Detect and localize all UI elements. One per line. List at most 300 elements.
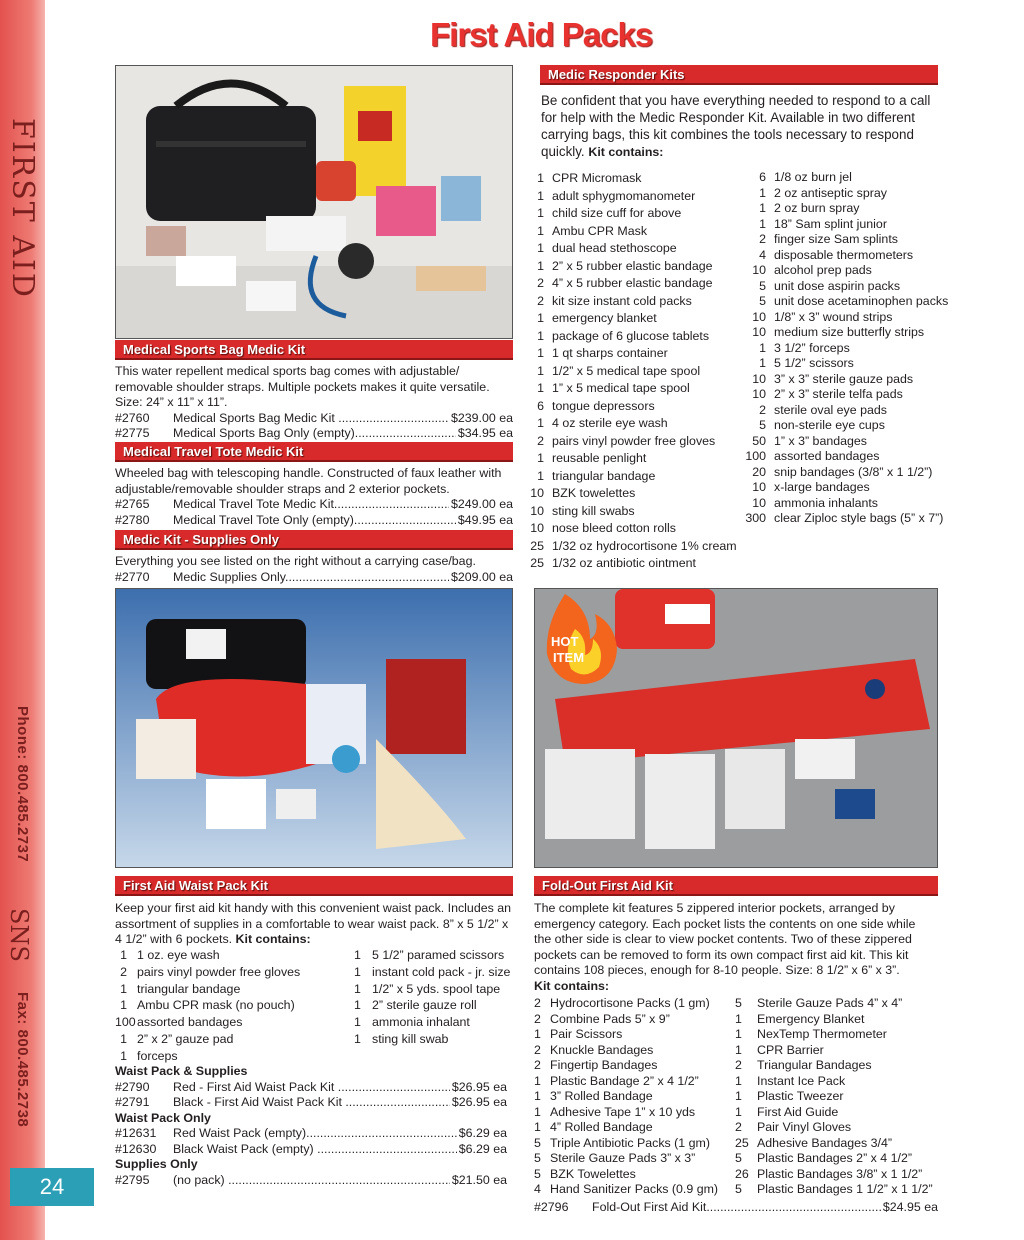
travel-tote-sku: #2780 — [115, 512, 150, 527]
medic-kit-illustration — [116, 66, 513, 339]
medic-responder-text: clear Ziploc style bags (5” x 7”) — [774, 511, 944, 525]
medic-responder-item — [530, 293, 755, 311]
medic-responder-qty: 1 — [537, 451, 544, 465]
waist-pack-text: forceps — [137, 1048, 178, 1063]
sports-bag-sku: #2775 — [115, 426, 150, 440]
medic-responder-text: disposable thermometers — [774, 247, 914, 262]
medic-responder-item — [742, 325, 962, 341]
medic-responder-text: x-large bandages — [774, 480, 870, 494]
waist-pack-item — [115, 997, 355, 1014]
foldout-kit-contains: Kit contains: — [534, 978, 610, 993]
medic-responder-item — [742, 449, 962, 465]
page-number: 24 — [10, 1168, 94, 1206]
foldout-item — [735, 1027, 945, 1043]
waist-pack-text: triangular bandage — [137, 981, 241, 996]
medic-responder-qty: 10 — [530, 486, 544, 500]
sports-bag-body — [115, 364, 513, 442]
medic-responder-qty: 6 — [537, 398, 544, 413]
hot-badge-line1: HOT — [551, 634, 579, 649]
foldout-item — [735, 1012, 945, 1028]
medic-responder-text: BZK towelettes — [552, 486, 636, 500]
medic-responder-text: 18” Sam splint junior — [774, 216, 887, 231]
foldout-text: Plastic Tweezer — [757, 1089, 844, 1103]
waist-pack-group1-label: Waist Pack & Supplies — [115, 1064, 248, 1078]
medic-responder-qty: 10 — [752, 371, 766, 386]
foldout-qty: 1 — [735, 1011, 742, 1026]
medic-responder-item — [530, 170, 755, 188]
medic-responder-qty: 1 — [759, 340, 766, 355]
waist-pack-sku: #2790 — [115, 1079, 150, 1094]
waist-pack-left-list — [115, 947, 355, 1065]
medic-responder-qty: 6 — [759, 170, 766, 184]
waist-pack-price-row — [115, 1095, 507, 1111]
foldout-left-list — [534, 996, 739, 1198]
medic-kit-photo — [115, 65, 513, 339]
foldout-text: Pair Vinyl Gloves — [757, 1120, 852, 1134]
foldout-item — [534, 1012, 739, 1028]
foldout-text: Sterile Gauze Pads 3” x 3” — [550, 1151, 696, 1165]
waist-pack-text: ammonia inhalant — [372, 1015, 470, 1030]
waist-pack-intro — [115, 901, 513, 948]
medic-responder-text: 1” x 5 medical tape spool — [552, 381, 690, 395]
foldout-text: Plastic Bandage 2” x 4 1/2” — [550, 1073, 699, 1088]
sports-bag-price: $34.95 ea — [457, 426, 513, 440]
medic-responder-qty: 5 — [759, 278, 766, 293]
waist-pack-text: assorted bandages — [137, 1015, 243, 1030]
medic-responder-text: emergency blanket — [552, 311, 657, 325]
medic-responder-text: 3” x 3” sterile gauze pads — [774, 371, 914, 386]
foldout-text: Plastic Bandages 2” x 4 1/2” — [757, 1151, 912, 1165]
medic-responder-item — [530, 363, 755, 381]
medic-responder-item — [530, 398, 755, 416]
waist-pack-group3-label: Supplies Only — [115, 1157, 198, 1171]
foldout-text: Adhesive Tape 1” x 10 yds — [550, 1104, 696, 1119]
medic-responder-item — [742, 480, 962, 496]
medic-responder-qty: 1 — [537, 346, 544, 360]
foldout-qty: 1 — [735, 1073, 742, 1088]
waist-pack-qty: 1 — [120, 998, 127, 1013]
medic-responder-qty: 1 — [537, 363, 544, 378]
medic-responder-item — [742, 310, 962, 326]
foldout-item — [534, 1043, 739, 1059]
medic-responder-item — [742, 434, 962, 450]
waist-pack-intro-text: Keep your first aid kit handy with this convenient waist pack. Includes an assortment of supplies in a comfortable to wear waist pack. 8” x 5 1/2” x 4 1/2” with 6 pockets. — [115, 901, 512, 946]
medic-responder-text: 1/32 oz antibiotic ointment — [552, 556, 696, 570]
foldout-text: Plastic Bandages 1 1/2” x 1 1/2” — [757, 1182, 933, 1196]
foldout-qty: 5 — [534, 1166, 541, 1181]
foldout-qty: 2 — [735, 1120, 742, 1134]
waist-pack-qty: 1 — [120, 948, 127, 962]
foldout-text: Triangular Bandages — [757, 1058, 872, 1072]
foldout-qty: 1 — [534, 1104, 541, 1119]
sports-bag-description: This water repellent medical sports bag comes with adjustable/ removable shoulder straps. Multiple pockets makes it quite versatile. Size: 24” x 11” x 11”. — [115, 364, 490, 409]
supplies-only-heading-text: Medic Kit - Supplies Only — [123, 532, 280, 547]
medic-responder-qty: 1 — [537, 381, 544, 395]
waist-pack-price: $26.95 ea — [451, 1079, 507, 1094]
medic-responder-left-list — [530, 170, 755, 573]
medic-responder-qty: 1 — [537, 223, 544, 238]
travel-tote-sku: #2765 — [115, 497, 150, 511]
foldout-right-list — [735, 996, 945, 1198]
waist-pack-qty: 1 — [354, 981, 361, 996]
waist-pack-qty: 1 — [354, 964, 361, 979]
waist-pack-text: 1 oz. eye wash — [137, 948, 220, 962]
waist-pack-text: sting kill swab — [372, 1031, 449, 1046]
medic-responder-qty: 1 — [537, 311, 544, 325]
foldout-intro-text: The complete kit features 5 zippered interior pockets, arranged by emergency category. Each pocket lists the contents on one side while the other side is clear to view pocket contents. Two of these zippered pockets can be removed to form its own compact first aid kit. This kit contains 108 pieces, enough for 8-10 people. Size: 8 1/2” x 6” x 3”. — [534, 901, 916, 977]
waist-pack-item — [354, 1031, 524, 1048]
waist-pack-price: $6.29 ea — [458, 1126, 507, 1140]
medic-responder-qty: 10 — [752, 495, 766, 510]
waist-pack-item — [115, 1048, 355, 1065]
foldout-text: Combine Pads 5” x 9” — [550, 1011, 670, 1026]
medic-responder-item — [742, 294, 962, 310]
foldout-item — [735, 1136, 945, 1152]
medic-responder-qty: 1 — [537, 206, 544, 220]
supplies-only-heading — [115, 530, 513, 550]
medic-responder-item — [530, 450, 755, 468]
foldout-text: Knuckle Bandages — [550, 1042, 654, 1057]
foldout-qty: 25 — [735, 1135, 749, 1150]
medic-responder-text: medium size butterfly strips — [774, 325, 925, 339]
medic-responder-text: 1/2” x 5 medical tape spool — [552, 363, 701, 378]
medic-responder-text: finger size Sam splints — [774, 232, 898, 246]
sports-bag-description: Medical Sports Bag Only (empty) ..... — [173, 426, 456, 442]
foldout-item — [735, 1043, 945, 1059]
foldout-qty: 2 — [534, 1011, 541, 1026]
foldout-qty: 1 — [534, 1027, 541, 1041]
medic-responder-item — [742, 186, 962, 202]
supplies-only-price-row — [115, 570, 513, 586]
waist-pack-item — [115, 981, 355, 998]
foldout-heading-text: Fold-Out First Aid Kit — [542, 878, 673, 893]
medic-responder-text: 4” x 5 rubber elastic bandage — [552, 276, 713, 290]
foldout-text: Hydrocortisone Packs (1 gm) — [550, 996, 710, 1010]
medic-responder-qty: 50 — [752, 433, 766, 448]
medic-responder-qty: 1 — [537, 416, 544, 430]
medic-responder-item — [742, 496, 962, 512]
page-title: First Aid Packs — [430, 16, 653, 53]
waist-pack-item — [354, 964, 524, 981]
sports-bag-price-row — [115, 426, 513, 442]
foldout-text: Plastic Bandages 3/8” x 1 1/2” — [757, 1166, 923, 1181]
medic-responder-qty: 300 — [745, 511, 766, 525]
foldout-text: Fingertip Bandages — [550, 1058, 658, 1072]
medic-responder-heading — [540, 65, 938, 85]
sidebar-fax: Fax: 800.485.2738 — [14, 992, 31, 1128]
medic-responder-item — [530, 380, 755, 398]
medic-responder-text: reusable penlight — [552, 451, 647, 465]
waist-pack-item — [115, 1031, 355, 1048]
waist-pack-item — [115, 964, 355, 981]
medic-responder-qty: 1 — [759, 356, 766, 370]
medic-responder-item — [742, 232, 962, 248]
medic-responder-qty: 2 — [759, 232, 766, 246]
foldout-item — [735, 996, 945, 1012]
waist-pack-qty: 100 — [115, 1015, 136, 1030]
foldout-item — [534, 1058, 739, 1074]
medic-responder-item — [530, 538, 755, 556]
waist-pack-pricing — [115, 1064, 507, 1188]
waist-pack-sku: #12630 — [115, 1141, 157, 1156]
medic-responder-item — [530, 258, 755, 276]
waist-pack-photo — [115, 588, 513, 868]
medic-responder-qty: 2 — [759, 402, 766, 417]
waist-pack-description: Red Waist Pack (empty) ..... — [173, 1126, 457, 1142]
sports-bag-price: $239.00 ea — [450, 410, 513, 425]
medic-responder-intro-text: Be confident that you have everything needed to respond to a call for help with the Medic Responder Kit. Available in two different carrying bags, this kit combines the tools necessary to respond quickly. — [541, 93, 931, 159]
medic-responder-item — [742, 356, 962, 372]
medic-responder-item — [530, 240, 755, 258]
medic-responder-item — [742, 248, 962, 264]
medic-responder-text: Ambu CPR Mask — [552, 223, 648, 238]
medic-responder-item — [742, 217, 962, 233]
waist-pack-description: (no pack) ..... — [173, 1173, 450, 1189]
waist-pack-price-row — [115, 1173, 507, 1189]
foldout-item — [534, 1136, 739, 1152]
foldout-item — [735, 1120, 945, 1136]
medic-responder-item — [530, 328, 755, 346]
foldout-qty: 2 — [534, 1042, 541, 1057]
medic-responder-text: CPR Micromask — [552, 171, 642, 185]
supplies-only-description: Everything you see listed on the right without a carrying case/bag. — [115, 554, 476, 568]
medic-responder-text: package of 6 glucose tablets — [552, 328, 710, 343]
sidebar-phone: Phone: 800.485.2737 — [14, 706, 31, 863]
foldout-price: $24.95 ea — [882, 1200, 938, 1214]
medic-responder-qty: 10 — [752, 325, 766, 339]
medic-responder-text: 1/8 oz burn jel — [774, 170, 852, 184]
medic-responder-item — [742, 279, 962, 295]
waist-pack-text: Ambu CPR mask (no pouch) — [137, 998, 295, 1013]
travel-tote-price: $249.00 ea — [450, 497, 513, 511]
medic-responder-text: dual head stethoscope — [552, 241, 677, 255]
waist-pack-item — [115, 947, 355, 964]
medic-responder-qty: 1 — [537, 188, 544, 203]
waist-pack-qty: 1 — [354, 1031, 361, 1046]
medic-responder-qty: 1 — [537, 258, 544, 273]
foldout-qty: 1 — [735, 1089, 742, 1103]
travel-tote-heading-text: Medical Travel Tote Medic Kit — [123, 444, 304, 459]
medic-responder-item — [530, 503, 755, 521]
foldout-qty: 1 — [534, 1089, 541, 1103]
waist-pack-qty: 1 — [120, 1048, 127, 1063]
medic-responder-item — [742, 341, 962, 357]
medic-responder-item — [742, 403, 962, 419]
medic-responder-text: unit dose acetaminophen packs — [774, 294, 949, 308]
waist-pack-heading — [115, 876, 513, 896]
medic-responder-item — [742, 387, 962, 403]
medic-responder-item — [742, 511, 962, 527]
sports-bag-price-row — [115, 411, 513, 427]
medic-responder-qty: 5 — [759, 418, 766, 432]
foldout-text: 3” Rolled Bandage — [550, 1089, 653, 1103]
foldout-text: CPR Barrier — [757, 1042, 824, 1057]
foldout-text: Instant Ice Pack — [757, 1073, 846, 1088]
foldout-description: Fold-Out First Aid Kit ..... — [592, 1200, 881, 1216]
foldout-qty: 1 — [534, 1073, 541, 1088]
sports-bag-sku: #2760 — [115, 410, 150, 425]
medic-responder-qty: 10 — [530, 521, 544, 535]
medic-responder-text: 4 oz sterile eye wash — [552, 416, 668, 430]
waist-pack-price: $6.29 ea — [458, 1141, 507, 1156]
medic-responder-qty: 1 — [537, 171, 544, 185]
medic-responder-qty: 4 — [759, 247, 766, 262]
medic-responder-text: 1 qt sharps container — [552, 346, 668, 360]
foldout-text: BZK Towelettes — [550, 1166, 636, 1181]
medic-responder-item — [742, 372, 962, 388]
waist-pack-group2-label: Waist Pack Only — [115, 1110, 211, 1125]
medic-responder-qty: 1 — [537, 241, 544, 255]
medic-responder-item — [742, 465, 962, 481]
foldout-qty: 26 — [735, 1166, 749, 1181]
medic-responder-qty: 1 — [759, 201, 766, 215]
medic-responder-item — [530, 520, 755, 538]
foldout-qty: 2 — [534, 996, 541, 1010]
foldout-item — [534, 1182, 739, 1198]
foldout-kit-photo — [534, 588, 938, 868]
medic-responder-qty: 1 — [537, 468, 544, 483]
waist-pack-text: 1/2” x 5 yds. spool tape — [372, 981, 501, 996]
medic-responder-text: 3 1/2” forceps — [774, 340, 850, 355]
medic-responder-text: alcohol prep pads — [774, 263, 872, 277]
waist-pack-text: 5 1/2” paramed scissors — [372, 948, 505, 962]
foldout-item — [534, 1105, 739, 1121]
medic-responder-qty: 10 — [752, 480, 766, 494]
sports-bag-description: Medical Sports Bag Medic Kit ..... — [173, 411, 449, 427]
sidebar-brand: SNS — [5, 908, 33, 962]
waist-pack-qty: 1 — [120, 1031, 127, 1046]
medic-responder-item — [530, 415, 755, 433]
foldout-text: Adhesive Bandages 3/4” — [757, 1135, 893, 1150]
waist-pack-qty: 1 — [354, 998, 361, 1013]
foldout-sku: #2796 — [534, 1200, 569, 1214]
foldout-qty: 5 — [735, 1182, 742, 1196]
medic-responder-qty: 5 — [759, 294, 766, 308]
foldout-item — [735, 1182, 945, 1198]
foldout-item — [534, 1089, 739, 1105]
medic-responder-text: triangular bandage — [552, 468, 656, 483]
waist-pack-price: $21.50 ea — [451, 1172, 507, 1187]
waist-pack-price: $26.95 ea — [451, 1095, 507, 1109]
waist-pack-text: instant cold pack - jr. size — [372, 964, 511, 979]
medic-responder-item — [530, 188, 755, 206]
waist-pack-description: Black Waist Pack (empty) ..... — [173, 1142, 457, 1158]
foldout-text: First Aid Guide — [757, 1104, 839, 1119]
medic-responder-text: adult sphygmomanometer — [552, 188, 696, 203]
medic-responder-text: kit size instant cold packs — [552, 293, 692, 308]
medic-responder-qty: 1 — [759, 185, 766, 200]
medic-responder-text: non-sterile eye cups — [774, 418, 885, 432]
medic-responder-qty: 25 — [530, 556, 544, 570]
medic-responder-item — [530, 275, 755, 293]
foldout-qty: 1 — [735, 1104, 742, 1119]
medic-responder-text: ammonia inhalants — [774, 495, 879, 510]
medic-responder-text: sterile oval eye pads — [774, 402, 887, 417]
waist-pack-text: 2” x 2” gauze pad — [137, 1031, 234, 1046]
travel-tote-price-row — [115, 513, 513, 529]
medic-responder-text: pairs vinyl powder free gloves — [552, 433, 716, 448]
waist-pack-qty: 1 — [120, 981, 127, 996]
medic-responder-kit-contains: Kit contains: — [588, 145, 664, 159]
waist-pack-price-row — [115, 1126, 507, 1142]
foldout-item — [735, 1167, 945, 1183]
foldout-item — [534, 1027, 739, 1043]
foldout-kit-illustration — [535, 589, 938, 868]
waist-pack-illustration — [116, 589, 513, 868]
medic-responder-item — [530, 468, 755, 486]
medic-responder-qty: 25 — [530, 538, 544, 553]
supplies-only-description: Medic Supplies Only ..... — [173, 570, 449, 586]
waist-pack-right-list — [354, 947, 524, 1048]
medic-responder-item — [530, 310, 755, 328]
medic-responder-item — [742, 201, 962, 217]
supplies-only-sku: #2770 — [115, 569, 150, 584]
foldout-text: Emergency Blanket — [757, 1011, 865, 1026]
foldout-item — [735, 1089, 945, 1105]
medic-responder-item — [742, 263, 962, 279]
medic-responder-text: tongue depressors — [552, 398, 655, 413]
foldout-intro — [534, 901, 934, 994]
medic-responder-item — [742, 170, 962, 186]
foldout-item — [534, 1074, 739, 1090]
medic-responder-item — [530, 205, 755, 223]
medic-responder-text: snip bandages (3/8” x 1 1/2”) — [774, 464, 933, 479]
medic-responder-item — [530, 345, 755, 363]
waist-pack-description: Red - First Aid Waist Pack Kit ..... — [173, 1080, 450, 1096]
travel-tote-price-row — [115, 497, 513, 513]
medic-responder-item — [530, 223, 755, 241]
foldout-pricing — [534, 1200, 938, 1216]
foldout-item — [534, 1120, 739, 1136]
medic-responder-item — [530, 555, 755, 573]
medic-responder-heading-text: Medic Responder Kits — [548, 67, 685, 82]
medic-responder-text: unit dose aspirin packs — [774, 278, 901, 293]
travel-tote-price: $49.95 ea — [457, 512, 513, 527]
medic-responder-item — [530, 485, 755, 503]
waist-pack-item — [354, 947, 524, 964]
waist-pack-qty: 2 — [120, 964, 127, 979]
medic-responder-right-list — [742, 170, 962, 527]
foldout-item — [534, 1167, 739, 1183]
waist-pack-item — [354, 981, 524, 998]
waist-pack-item — [354, 1014, 524, 1031]
foldout-item — [735, 1058, 945, 1074]
waist-pack-sku: #12631 — [115, 1126, 157, 1140]
foldout-qty: 2 — [534, 1058, 541, 1072]
travel-tote-description: Medical Travel Tote Only (empty) ..... — [173, 513, 456, 529]
medic-responder-text: child size cuff for above — [552, 206, 682, 220]
medic-responder-qty: 10 — [752, 309, 766, 324]
waist-pack-item — [115, 1014, 355, 1031]
medic-responder-qty: 100 — [745, 449, 766, 463]
medic-responder-qty: 2 — [537, 433, 544, 448]
medic-responder-qty: 2 — [537, 293, 544, 308]
medic-responder-qty: 2 — [537, 276, 544, 290]
waist-pack-sku: #2791 — [115, 1095, 150, 1109]
waist-pack-qty: 1 — [354, 1015, 361, 1030]
foldout-text: Pair Scissors — [550, 1027, 623, 1041]
foldout-qty: 5 — [735, 1151, 742, 1165]
supplies-only-body — [115, 554, 513, 585]
waist-pack-kit-contains: Kit contains: — [235, 932, 311, 946]
supplies-only-price: $209.00 ea — [450, 569, 513, 584]
medic-responder-text: 5 1/2” scissors — [774, 356, 854, 370]
foldout-qty: 1 — [735, 1027, 742, 1041]
waist-pack-price-row — [115, 1142, 507, 1158]
medic-responder-qty: 10 — [530, 503, 544, 518]
travel-tote-body — [115, 466, 513, 528]
foldout-text: 4” Rolled Bandage — [550, 1120, 653, 1134]
